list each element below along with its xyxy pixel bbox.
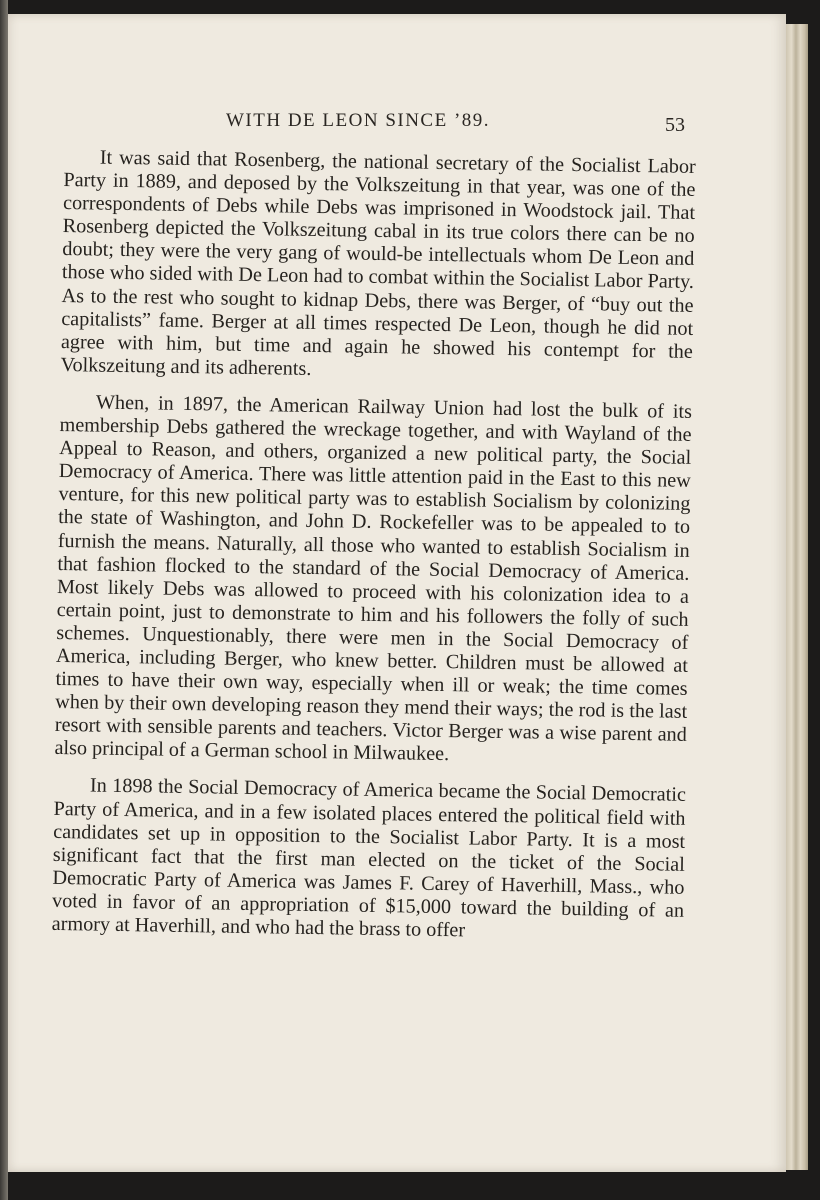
running-head: WITH DE LEON SINCE ’89. (226, 110, 491, 131)
page-number: 53 (665, 114, 685, 136)
paragraph-1: It was said that Rosenberg, the national secretary of the Socialist Labor Party in 1889, and deposed by the Volkszeitung in that year, was one of the correspondents of Debs while Debs was imprisoned in Woodstock jail. That Rosenberg depicted the Volkszeitung cabal in its true colors there can be no doubt; they were the very gang of would-be intellectuals whom De Leon and those who sided with De Leon had to combat within the Socialist Labor Party. As to the rest who sought to kidnap Debs, there was Berger, of “buy out the capitalists” fame. Berger at all times respected De Leon, though he did not agree with him, but time and again he showed his contempt for the Volkszeitung and its adherents. (60, 146, 696, 380)
paragraph-2: When, in 1897, the American Railway Union had lost the bulk of its membership Debs gathered the wreckage together, and with Wayland of the Appeal to Reason, and others, organized a new political party, the Social Democracy of America. There was little attention paid in the East to this new venture, for this new political party was to establish Socialism by colonizing the state of Washington, and John D. Rockefeller was to be appealed to to furnish the means. Naturally, all those who wanted to establish Socialism in that fashion flocked to the standard of the Social Democracy of America. Most likely Debs was allowed to proceed with his colonization idea to a certain point, just to demonstrate to him and his followers the folly of such schemes. Unquestionably, there were men in the Social Democracy of America, including Berger, who knew better. Children must be allowed at times to have their own way, especially when ill or weak; the time comes when by their own developing reason they mend their ways; the rod is the last resort with sensible parents and teachers. Victor Berger was a wise parent and also principal of a German school in Milwaukee. (54, 391, 693, 766)
scan-left-edge-shadow (0, 0, 8, 1200)
page-header (8, 110, 786, 140)
paragraph-3: In 1898 the Social Democracy of America became the Social Democratic Party of America, and in a few isolated places entered the political field with candidates set up in opposition to the Socialist Labor Party. It is a most significant fact that the first man elected on the ticket of the Social Democratic Party of America was James F. Carey of Haverhill, Mass., who voted in favor of an appropriation of $15,000 toward the building of an armory at Haverhill, and who had the brass to offer (51, 774, 687, 942)
page-stack-edge (786, 24, 808, 1170)
body-text (51, 146, 696, 960)
book-page (8, 14, 786, 1172)
